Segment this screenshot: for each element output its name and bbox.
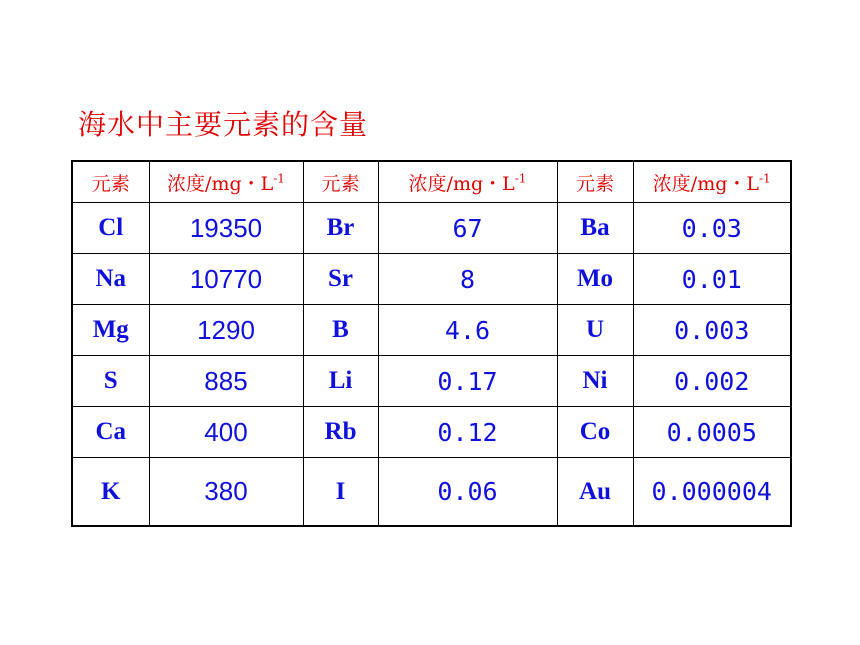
concentration-value: 885 bbox=[149, 356, 303, 407]
concentration-value: 400 bbox=[149, 407, 303, 458]
concentration-value: 0.06 bbox=[378, 458, 557, 527]
concentration-value: 0.0005 bbox=[633, 407, 791, 458]
concentration-value: 67 bbox=[378, 203, 557, 254]
concentration-value: 0.002 bbox=[633, 356, 791, 407]
concentration-value: 0.01 bbox=[633, 254, 791, 305]
concentration-value: 4.6 bbox=[378, 305, 557, 356]
concentration-value: 1290 bbox=[149, 305, 303, 356]
element-symbol: Mo bbox=[557, 254, 633, 305]
element-content-table bbox=[71, 160, 792, 527]
table-header-row bbox=[72, 161, 791, 203]
header-concentration-label: 浓度/mg・L bbox=[652, 172, 759, 195]
header-concentration-exponent: -1 bbox=[759, 171, 771, 186]
concentration-value: 8 bbox=[378, 254, 557, 305]
element-symbol: K bbox=[72, 458, 149, 527]
element-symbol: Sr bbox=[303, 254, 378, 305]
concentration-value: 380 bbox=[149, 458, 303, 527]
header-element: 元素 bbox=[72, 161, 149, 203]
element-symbol: B bbox=[303, 305, 378, 356]
element-symbol: U bbox=[557, 305, 633, 356]
concentration-value: 0.12 bbox=[378, 407, 557, 458]
table-row bbox=[72, 356, 791, 407]
element-symbol: Au bbox=[557, 458, 633, 527]
header-element: 元素 bbox=[557, 161, 633, 203]
concentration-value: 0.003 bbox=[633, 305, 791, 356]
concentration-value: 19350 bbox=[149, 203, 303, 254]
table-row bbox=[72, 458, 791, 527]
table-row bbox=[72, 254, 791, 305]
header-concentration bbox=[149, 161, 303, 203]
header-element: 元素 bbox=[303, 161, 378, 203]
element-symbol: Rb bbox=[303, 407, 378, 458]
element-symbol: S bbox=[72, 356, 149, 407]
table-row bbox=[72, 203, 791, 254]
concentration-value: 0.000004 bbox=[633, 458, 791, 527]
concentration-value: 0.03 bbox=[633, 203, 791, 254]
header-concentration-label: 浓度/mg・L bbox=[167, 172, 274, 195]
header-concentration-label: 浓度/mg・L bbox=[408, 172, 515, 195]
element-symbol: Br bbox=[303, 203, 378, 254]
element-symbol: Mg bbox=[72, 305, 149, 356]
element-symbol: Ni bbox=[557, 356, 633, 407]
element-symbol: Cl bbox=[72, 203, 149, 254]
concentration-value: 0.17 bbox=[378, 356, 557, 407]
element-symbol: Li bbox=[303, 356, 378, 407]
element-symbol: Ba bbox=[557, 203, 633, 254]
element-symbol: I bbox=[303, 458, 378, 527]
table-row bbox=[72, 407, 791, 458]
element-symbol: Na bbox=[72, 254, 149, 305]
header-concentration bbox=[378, 161, 557, 203]
element-symbol: Co bbox=[557, 407, 633, 458]
header-concentration-exponent: -1 bbox=[514, 171, 527, 186]
header-concentration-exponent: -1 bbox=[273, 171, 285, 186]
element-symbol: Ca bbox=[72, 407, 149, 458]
table-row bbox=[72, 305, 791, 356]
page-title: 海水中主要元素的含量 bbox=[78, 108, 369, 141]
header-concentration bbox=[633, 161, 791, 203]
concentration-value: 10770 bbox=[149, 254, 303, 305]
